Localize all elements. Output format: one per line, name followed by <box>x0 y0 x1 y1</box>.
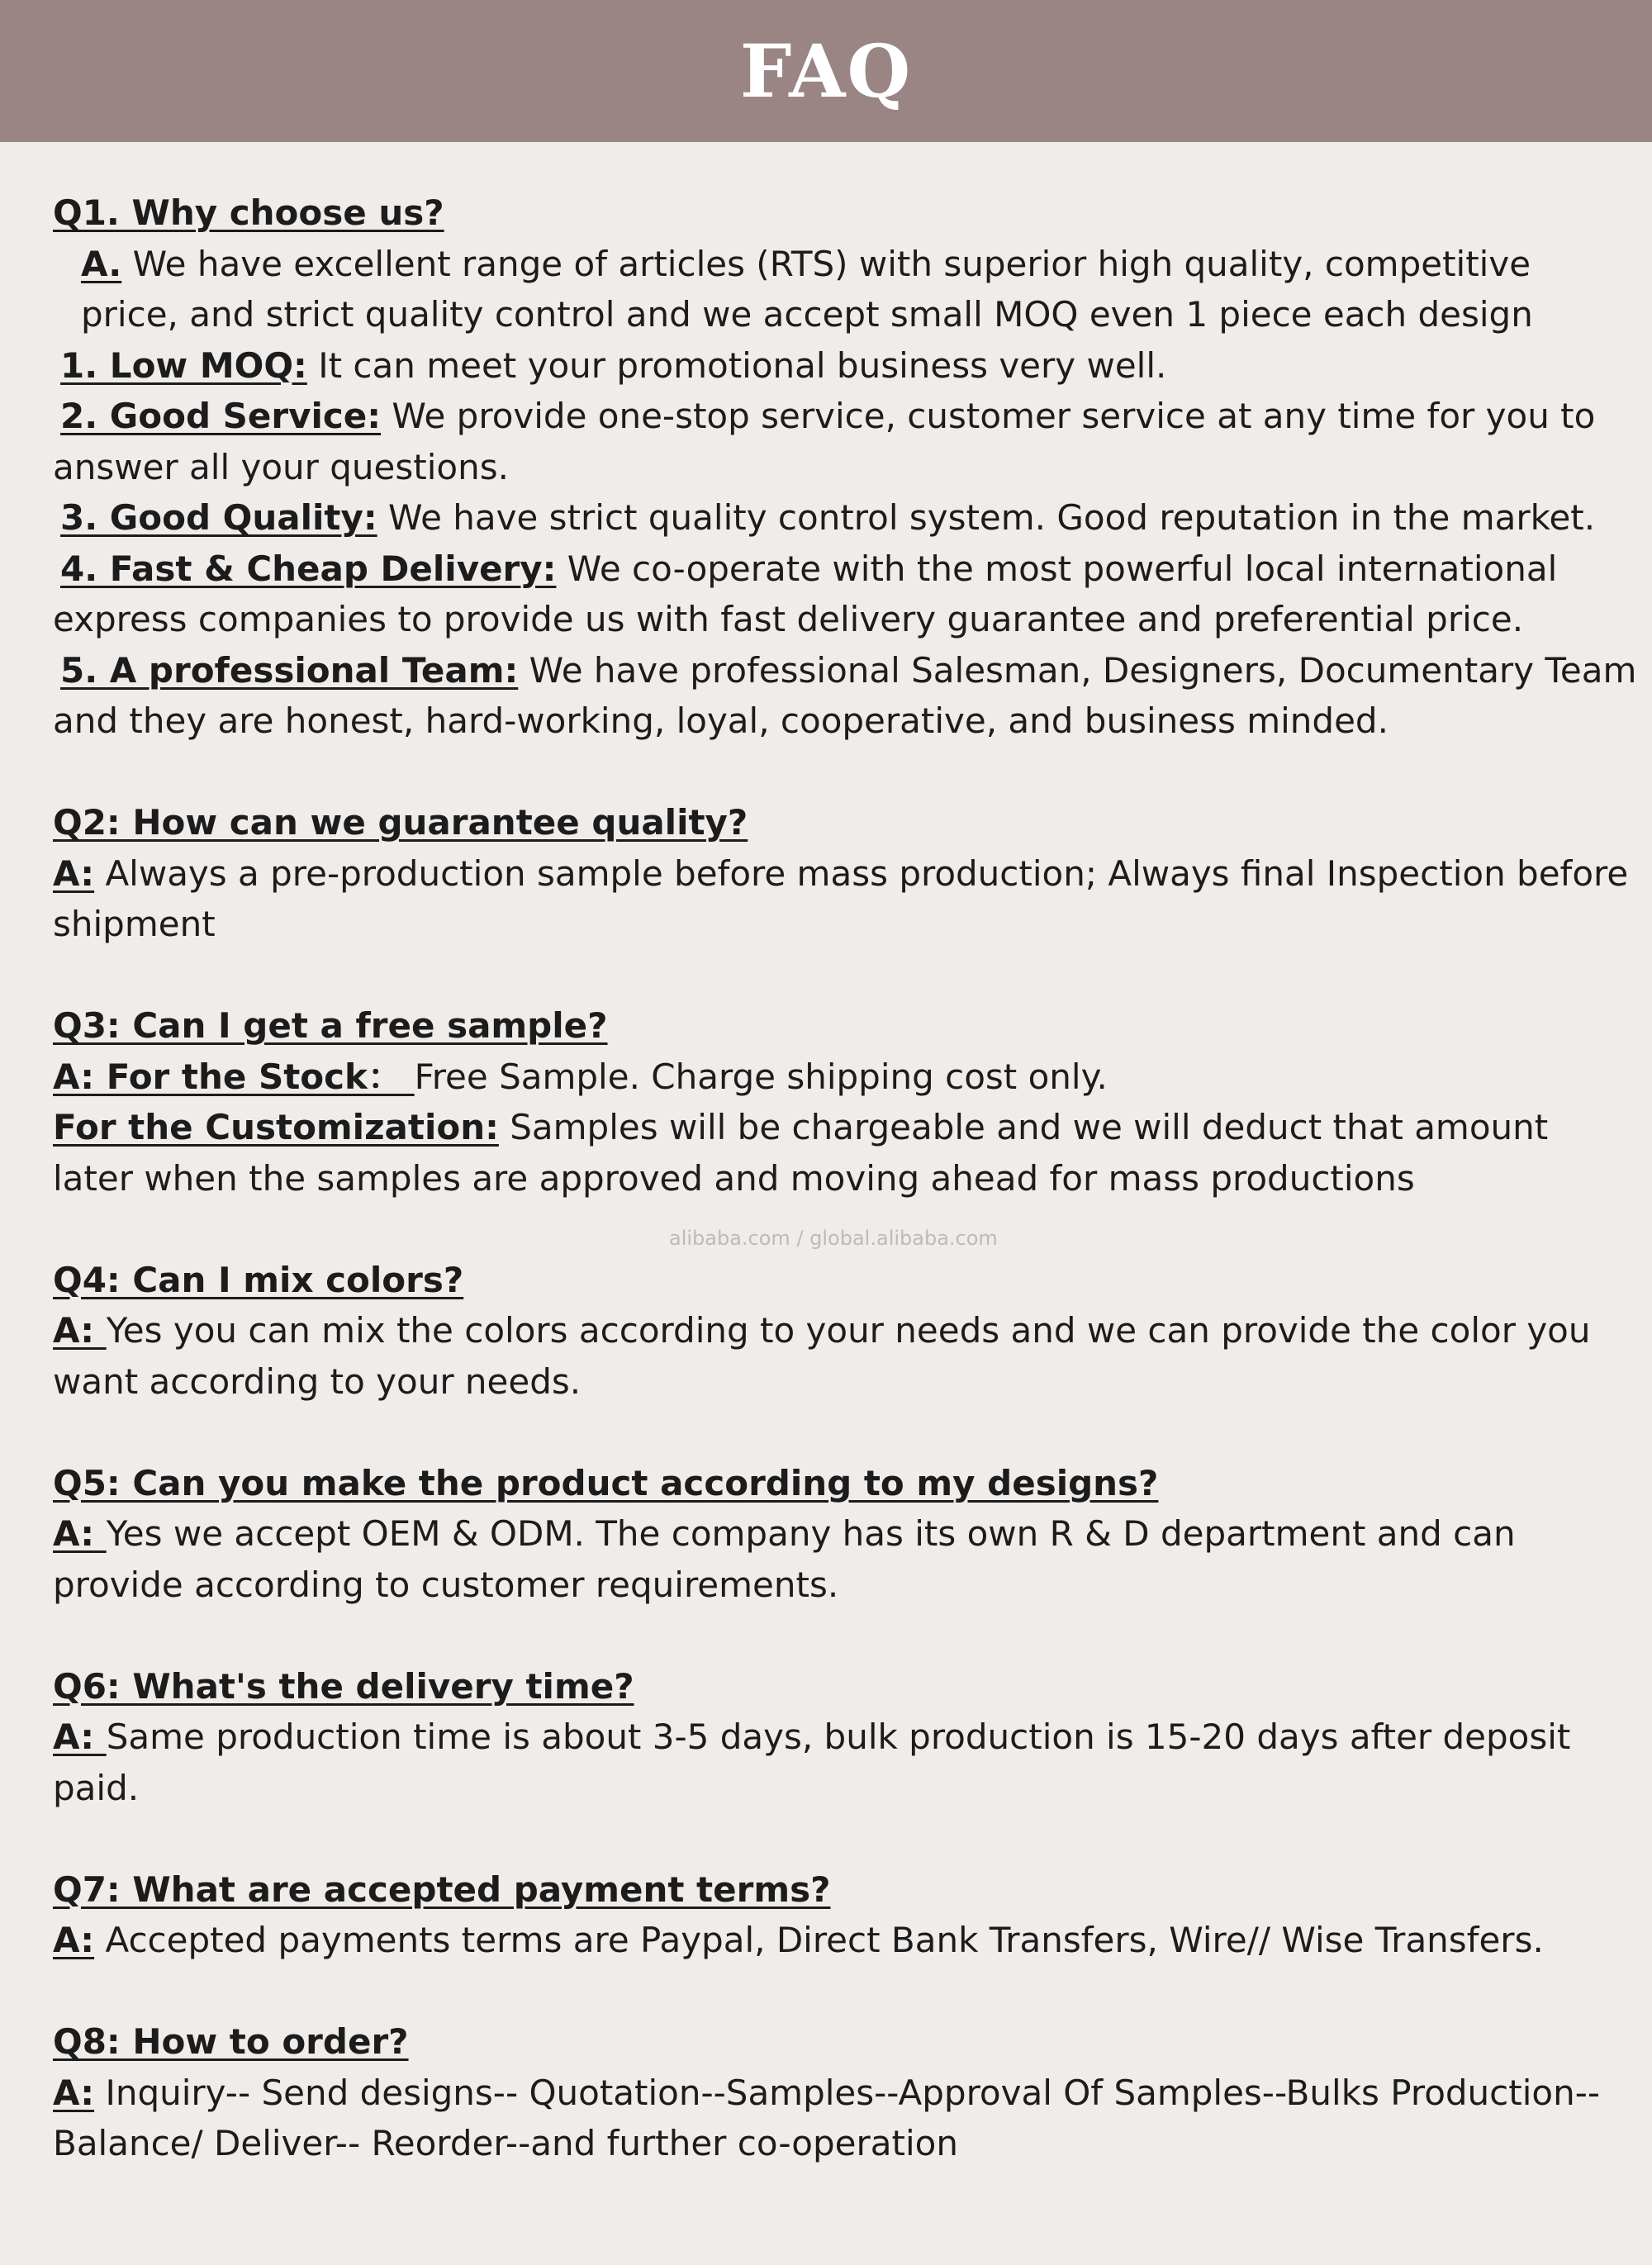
answer-q6 <box>53 1712 1639 1813</box>
answer-q5 <box>53 1508 1639 1610</box>
question-q8: Q8: How to order? <box>53 2021 409 2062</box>
answer-text: Yes we accept OEM & ODM. The company has its own R & D department and can provide according to customer requirements. <box>53 1513 1516 1605</box>
answer-label: A: <box>53 1513 107 1554</box>
point-text: We have professional Salesman, Designers, Documentary Team and they are honest, hard-working, loyal, cooperative, and business minded. <box>53 649 1637 741</box>
point-label: 3. Good Quality: <box>60 497 377 538</box>
faq-item-q2 <box>53 797 1639 950</box>
answer-text: Yes you can mix the colors according to your needs and we can provide the color you want according to your needs. <box>53 1310 1591 1402</box>
watermark: alibaba.com / global.alibaba.com <box>669 1227 998 1250</box>
answer-label: A: <box>53 1920 95 1960</box>
answer-q8 <box>53 2068 1639 2169</box>
faq-item-q8 <box>53 2016 1639 2169</box>
answer-label: A: <box>53 1310 107 1351</box>
answer-q1 <box>53 239 1639 340</box>
point-label: 2. Good Service: <box>60 396 382 436</box>
answer-label: A: <box>53 852 95 894</box>
answer-text: Samples will be chargeable and we will deduct that amount later when the samples are approved and moving ahead for mass productions <box>53 1107 1549 1199</box>
answer-q7 <box>53 1915 1639 1966</box>
answer-label: A: For the Stock： <box>53 1056 415 1097</box>
faq-item-q6 <box>53 1661 1639 1814</box>
answer-label: A: <box>53 2072 95 2113</box>
question-q3: Q3: Can I get a free sample? <box>53 1005 608 1046</box>
point-good-service <box>53 391 1639 492</box>
answer-label: For the Customization: <box>53 1107 499 1147</box>
point-low-moq <box>53 340 1639 392</box>
faq-item-q4 <box>53 1255 1639 1408</box>
faq-item-q5 <box>53 1458 1639 1611</box>
answer-text: Inquiry-- Send designs-- Quotation--Samples--Approval Of Samples--Bulks Production--Balance/ Deliver-- Reorder--and further co-operation <box>53 2072 1601 2163</box>
point-text: We have strict quality control system. Good reputation in the market. <box>377 497 1596 538</box>
point-label: 1. Low MOQ: <box>60 344 307 386</box>
answer-q3-stock <box>53 1052 1639 1103</box>
point-text: It can meet your promotional business very well. <box>306 344 1167 386</box>
page-title: FAQ <box>739 28 913 114</box>
question-q2: Q2: How can we guarantee quality? <box>53 802 748 843</box>
answer-q3-customization <box>53 1102 1639 1204</box>
answer-text: Same production time is about 3-5 days, bulk production is 15-20 days after deposit paid. <box>53 1717 1571 1808</box>
question-q5: Q5: Can you make the product according to my designs? <box>53 1462 1159 1503</box>
point-professional-team <box>53 645 1639 747</box>
faq-item-q1 <box>53 188 1639 747</box>
point-text: We provide one-stop service, customer service at any time for you to answer all your questions. <box>53 396 1596 487</box>
answer-label: A: <box>53 1717 107 1757</box>
point-fast-delivery <box>53 544 1639 645</box>
point-good-quality <box>53 492 1639 544</box>
answer-text: Free Sample. Charge shipping cost only. <box>414 1056 1108 1097</box>
answer-text: Always a pre-production sample before mass production; Always final Inspection before shipment <box>53 852 1629 944</box>
faq-content <box>0 142 1639 2169</box>
faq-item-q3 <box>53 1000 1639 1204</box>
question-q7: Q7: What are accepted payment terms? <box>53 1869 831 1910</box>
point-label: 5. A professional Team: <box>60 649 519 691</box>
answer-q2 <box>53 848 1639 950</box>
faq-header <box>0 0 1652 142</box>
answer-label: A. <box>81 243 122 284</box>
answer-text: Accepted payments terms are Paypal, Direct Bank Transfers, Wire// Wise Transfers. <box>94 1920 1544 1960</box>
question-q1: Q1. Why choose us? <box>53 192 444 233</box>
faq-item-q7 <box>53 1864 1639 1966</box>
question-q6: Q6: What's the delivery time? <box>53 1665 634 1707</box>
answer-text: We have excellent range of articles (RTS) with superior high quality, competitive price, and strict quality control and we accept small MOQ even 1 piece each design <box>81 243 1533 335</box>
point-text: We co-operate with the most powerful local international express companies to provide us with fast delivery guarantee and preferential price. <box>53 548 1558 639</box>
answer-q4 <box>53 1305 1639 1407</box>
question-q4: Q4: Can I mix colors? <box>53 1259 464 1300</box>
point-label: 4. Fast & Cheap Delivery: <box>60 548 557 589</box>
